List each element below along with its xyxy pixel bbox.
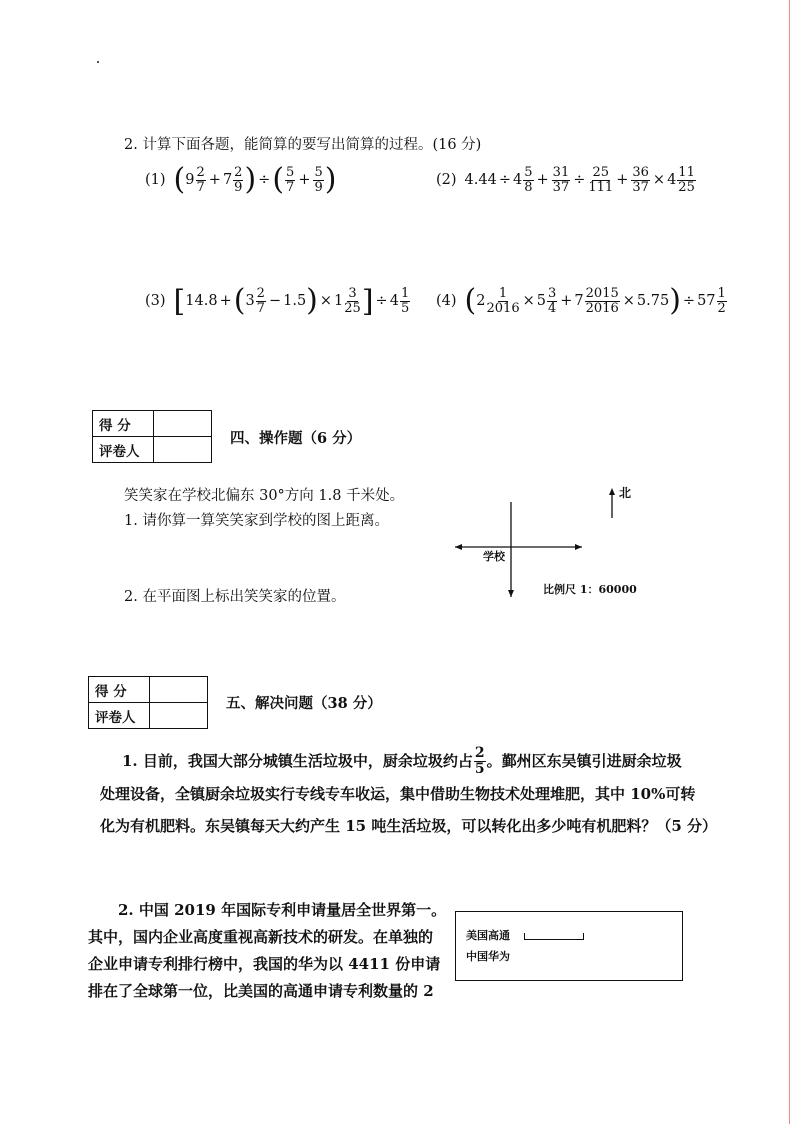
q2-line1: 2. 中国 2019 年国际专利申请量居全世界第一。 bbox=[118, 901, 447, 919]
problem-3-label: (3) bbox=[145, 293, 166, 309]
north-label: 北 bbox=[619, 486, 632, 500]
south-arrowhead bbox=[508, 590, 514, 597]
scale-label: 比例尺 1：60000 bbox=[543, 583, 637, 596]
qualcomm-bar bbox=[524, 933, 584, 940]
problem-3: (3) [ 14.8 + ( 3 $\frac{2}{7}$ − 1.5 ) × 1 $\frac{3}{25}$ ] ÷ 4 $\frac{1}{5}$ bbox=[145, 283, 410, 319]
patent-diagram-box bbox=[455, 911, 683, 981]
section5-q2 bbox=[88, 897, 447, 1005]
section4-q1: 1. 请你算一算笑笑家到学校的图上距离。 bbox=[124, 513, 389, 529]
section5-title: 五、解决问题（38 分） bbox=[226, 695, 382, 712]
section5-q1 bbox=[100, 744, 717, 842]
problem-2-label: (2) bbox=[436, 172, 457, 188]
scan-dot bbox=[97, 61, 99, 63]
score-label: 得 分 bbox=[93, 411, 154, 437]
score-cell[interactable] bbox=[150, 677, 208, 703]
calc-question-heading: 2. 计算下面各题，能简算的要写出简算的过程。(16 分) bbox=[124, 137, 482, 153]
score-cell[interactable] bbox=[154, 411, 212, 437]
grader-cell[interactable] bbox=[154, 437, 212, 463]
problem-2: (2) 4.44 ÷ 4 $\frac{5}{8}$ + $\frac{31}{37}$ ÷ $\frac{25}{111}$ + $\frac{36}{37}$ × 4 $\frac{11}{25}$ bbox=[436, 164, 695, 195]
q1-line1-b: 。鄞州区东吴镇引进厨余垃圾 bbox=[486, 752, 682, 770]
q1-line3: 化为有机肥料。东吴镇每天大约产生 15 吨生活垃圾，可以转化出多少吨有机肥料？（5 分） bbox=[100, 817, 717, 835]
problem-4: (4) ( 2 $\frac{1}{2016}$ × 5 $\frac{3}{4}$ + 7 $\frac{2015}{2016}$ × 5.75 ) ÷ 57 $\frac{1}{2}$ bbox=[436, 283, 726, 318]
grader-cell[interactable] bbox=[150, 703, 208, 729]
north-arrowhead bbox=[609, 488, 615, 495]
page-edge-line bbox=[789, 0, 790, 1124]
q1-line1-a: 1. 目前，我国大部分城镇生活垃圾中，厨余垃圾约占 bbox=[122, 752, 473, 770]
q1-line2: 处理设备，全镇厨余垃圾实行专线专车收运，集中借助生物技术处理堆肥，其中 10%可转 bbox=[100, 785, 696, 803]
section4-q2: 2. 在平面图上标出笑笑家的位置。 bbox=[124, 589, 346, 605]
west-arrowhead bbox=[455, 544, 462, 550]
grader-label: 评卷人 bbox=[93, 437, 154, 463]
problem-4-label: (4) bbox=[436, 293, 457, 309]
section4-title: 四、操作题（6 分） bbox=[230, 430, 362, 447]
score-label: 得 分 bbox=[89, 677, 150, 703]
school-label: 学校 bbox=[483, 550, 505, 563]
q2-line2: 其中，国内企业高度重视高新技术的研发。在单独的 bbox=[88, 928, 434, 946]
grader-label: 评卷人 bbox=[89, 703, 150, 729]
score-box-section5 bbox=[88, 676, 208, 729]
q2-line3: 企业申请专利排行榜中，我国的华为以 4411 份申请 bbox=[88, 955, 441, 973]
problem-1: (1) ( 9 $\frac{2}{7}$ + 7 $\frac{2}{9}$ ) ÷ ( $\frac{5}{7}$ + $\frac{5}{9}$ ) bbox=[145, 162, 337, 197]
huawei-label: 中国华为 bbox=[466, 950, 510, 963]
east-arrowhead bbox=[575, 544, 582, 550]
section4-intro: 笑笑家在学校北偏东 30°方向 1.8 千米处。 bbox=[124, 488, 405, 504]
score-box-section4 bbox=[92, 410, 212, 463]
q2-line4: 排在了全球第一位，比美国的高通申请专利数量的 2 bbox=[88, 982, 434, 1000]
qualcomm-label: 美国高通 bbox=[466, 929, 510, 942]
problem-1-label: (1) bbox=[145, 172, 166, 188]
fraction-two-fifths: $\frac{2}{5}$ bbox=[474, 744, 485, 777]
